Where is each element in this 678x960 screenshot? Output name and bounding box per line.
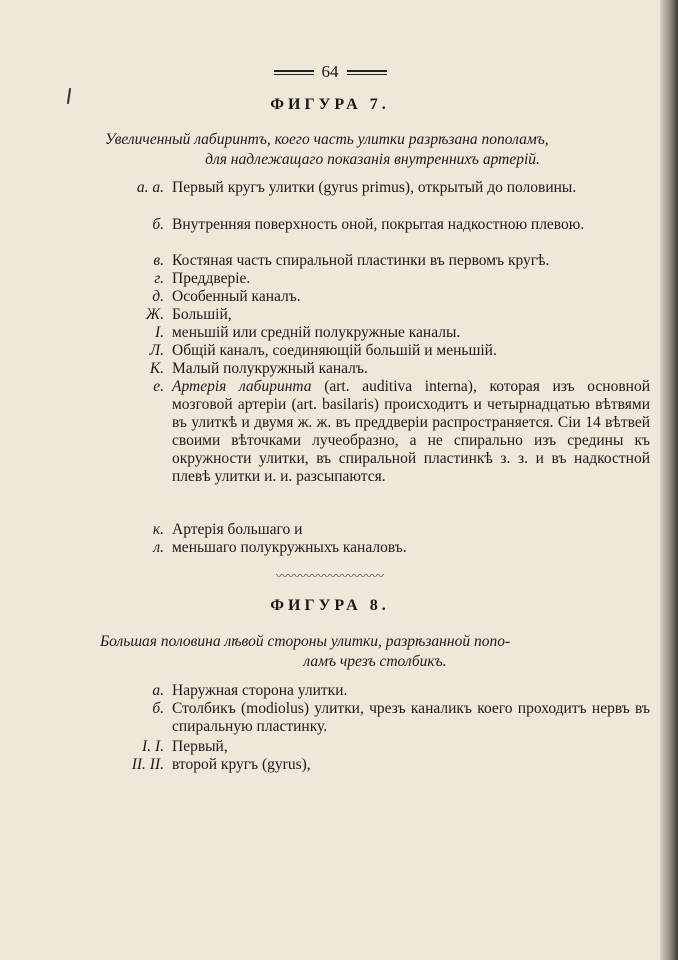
entry-text: [172, 378, 650, 486]
entry-text: Костяная часть спиральной пластинки въ первомъ кругѣ.: [172, 252, 550, 269]
entry-text: Особенный каналъ.: [172, 288, 301, 305]
entry-label: е.: [153, 378, 164, 395]
entry-label: К.: [149, 360, 164, 377]
figure-8-caption-line-2: ламъ чрезъ столбикъ.: [303, 653, 447, 670]
figure-8-heading: ФИГУРА 8.: [270, 597, 390, 614]
entry-label: а.: [152, 682, 164, 699]
entry-label: Ж.: [145, 306, 164, 323]
entry-text: Внутренняя поверхность оной, покрытая надкостною плевою.: [172, 216, 585, 233]
entry-text: меньшаго полукружныхъ каналовъ.: [172, 539, 407, 556]
entry-text: Большій,: [172, 306, 232, 323]
entry-label: б.: [152, 700, 164, 717]
entry-text: Первый,: [172, 738, 228, 755]
entry-text: Столбикъ (modiolus) улитки, чрезъ каналикъ коего проходитъ нервъ въ спиральную пластинку.: [172, 700, 650, 735]
figure-7-heading: ФИГУРА 7.: [270, 96, 390, 113]
entry-text: Малый полукружный каналъ.: [172, 360, 368, 377]
entry-text: меньшій или средній полукружные каналы.: [172, 324, 461, 341]
entry-text: Первый кругъ улитки (gyrus primus), открытый до половины.: [172, 179, 577, 196]
entry-text-rest: (art. auditiva interna), которая изъ основной мозговой артеріи (art. basilaris) происходитъ и четырнадцатью вѣтвями въ улиткѣ и двумя ж. ж. въ преддверіи распространяется. Сіи 14 вѣтвей своими вѣточками лучеобразно, а не спирально изъ средины къ окружности улитки, въ спиральной пластинкѣ з. з. и въ надкостной плевѣ улитки и. и. разсыпаются.: [172, 378, 651, 485]
page-header: [0, 62, 660, 82]
entry-text: Артерія большаго и: [172, 521, 303, 538]
entry-text: второй кругъ (gyrus),: [172, 756, 311, 773]
entry-label: л.: [153, 539, 164, 556]
figure-8-caption-line-1: Большая половина лѣвой стороны улитки, разрѣзанной попо-: [100, 633, 511, 650]
entry-text: Преддверіе.: [172, 270, 251, 287]
figure-7-caption-line-2: для надлежащаго показанія внутреннихъ артерій.: [205, 151, 540, 168]
entry-label: I. I.: [142, 738, 164, 755]
entry-label: д.: [152, 288, 164, 305]
entry-label: г.: [154, 270, 164, 287]
header-rule-right: [347, 70, 387, 75]
entry-label: к.: [152, 521, 164, 538]
entry-text-italic: Артерія лабиринта: [172, 378, 312, 395]
entry-label: в.: [153, 252, 164, 269]
entry-text: Общій каналъ, соединяющій большій и меньшій.: [172, 342, 497, 359]
entry-label: Л.: [149, 342, 164, 359]
page-number: 64: [321, 62, 339, 81]
entry-label: а. а.: [136, 179, 164, 196]
figure-7-caption-line-1: Увеличенный лабиринтъ, коего часть улитки разрѣзана пополамъ,: [105, 131, 549, 148]
entry-text: Наружная сторона улитки.: [172, 682, 348, 699]
entry-label: б.: [152, 216, 164, 233]
book-spine-shadow: [660, 0, 678, 960]
entry-label: II. II.: [131, 756, 164, 773]
header-rule-left: [274, 70, 314, 75]
section-ornament: 〰〰〰〰〰〰〰〰〰: [275, 569, 384, 583]
entry-label: I.: [154, 324, 164, 341]
